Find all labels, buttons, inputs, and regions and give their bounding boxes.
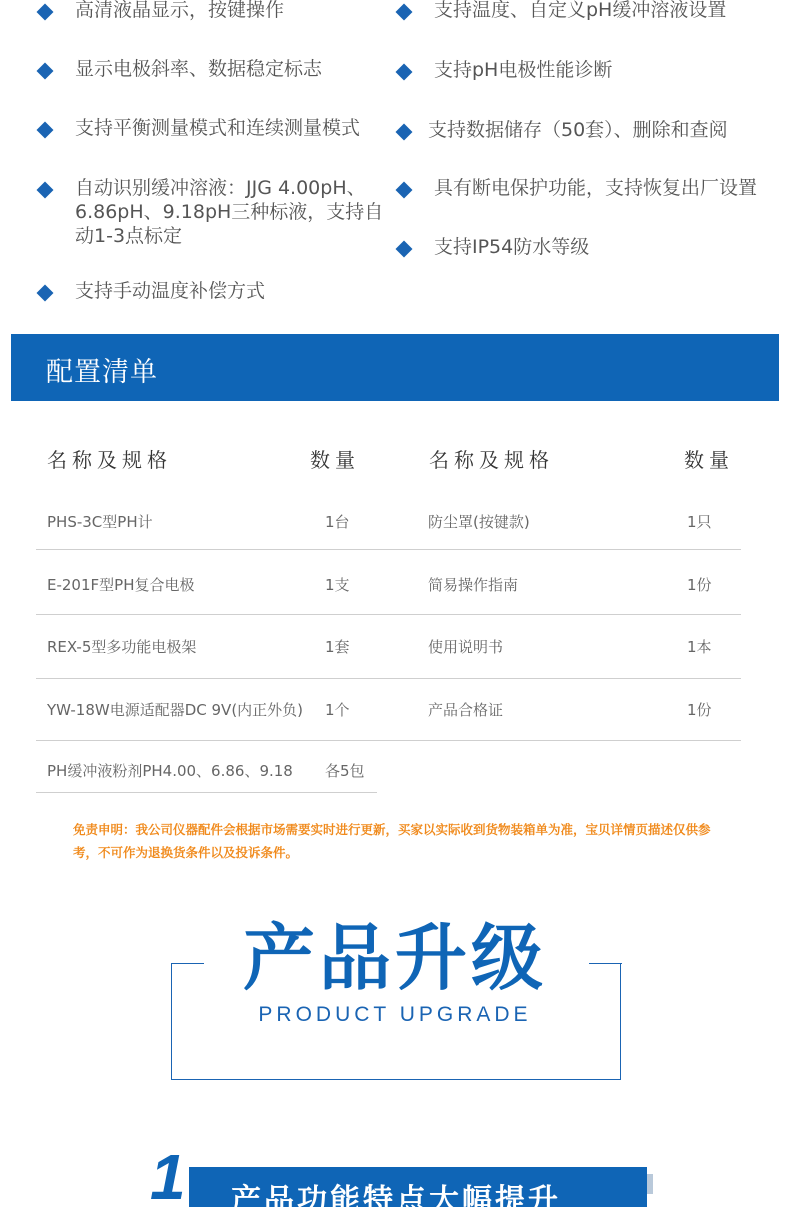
feature-text: 支持数据储存（50套）、删除和查阅: [428, 119, 728, 141]
upgrade-title: 产品升级: [242, 916, 547, 1000]
table-header-name: 名称及规格: [47, 448, 172, 472]
feature-banner: [189, 1167, 647, 1218]
feature-text: 支持手动温度补偿方式: [75, 280, 266, 302]
feature-text: 支持平衡测量模式和连续测量模式: [75, 117, 361, 139]
section-number: 1: [150, 1141, 186, 1213]
diamond-bullet-icon: [37, 182, 54, 199]
row-divider: [36, 740, 741, 741]
table-cell: YW-18W电源适配器DC 9V(内正外负): [47, 701, 304, 719]
feature-text: 自动识别缓冲溶液：JJG 4.00pH、6.86pH、9.18pH三种标液，支持自动1-3点标定: [75, 177, 384, 247]
table-cell: 1台: [325, 513, 350, 531]
feature-text: 支持pH电极性能诊断: [434, 59, 613, 81]
diamond-bullet-icon: [37, 285, 54, 302]
diamond-bullet-icon: [37, 63, 54, 80]
table-header-qty: 数量: [310, 448, 360, 472]
upgrade-subtitle: PRODUCT UPGRADE: [258, 1003, 532, 1026]
table-cell: 简易操作指南: [428, 576, 519, 594]
row-divider: [36, 549, 741, 550]
diamond-bullet-icon: [37, 4, 54, 21]
table-cell: 1套: [325, 638, 350, 656]
table-cell: PH缓冲液粉剂PH4.00、6.86、9.18: [47, 762, 293, 780]
frame-top-right-line: [589, 963, 622, 964]
table-header-qty: 数量: [684, 448, 734, 472]
table-cell: 1份: [687, 701, 712, 719]
feature-text: 具有断电保护功能，支持恢复出厂设置: [434, 177, 758, 199]
diamond-bullet-icon: [396, 64, 413, 81]
diamond-bullet-icon: [396, 241, 413, 258]
table-cell: 产品合格证: [428, 701, 504, 719]
table-cell: REX-5型多功能电极架: [47, 638, 197, 656]
table-cell: E-201F型PH复合电极: [47, 576, 195, 594]
table-cell: 防尘罩(按键款): [428, 513, 530, 531]
row-divider: [36, 678, 741, 679]
table-cell: 1只: [687, 513, 712, 531]
disclaimer-text: 免责申明：我公司仪器配件会根据市场需要实时进行更新，买家以实际收到货物装箱单为准，宝贝详情页描述仅供参考，不可作为退换货条件以及投诉条件。: [73, 822, 711, 860]
row-divider: [36, 792, 377, 793]
table-cell: 1份: [687, 576, 712, 594]
diamond-bullet-icon: [396, 124, 413, 141]
table-cell: 使用说明书: [428, 638, 504, 656]
table-cell: 1个: [325, 701, 350, 719]
banner-shadow: [647, 1174, 653, 1194]
feature-text: 显示电极斜率、数据稳定标志: [75, 58, 323, 80]
row-divider: [36, 614, 741, 615]
feature-text: 支持IP54防水等级: [434, 236, 590, 258]
table-cell: PHS-3C型PH计: [47, 513, 153, 531]
section-title: 配置清单: [46, 357, 158, 388]
feature-text: 高清液晶显示，按键操作: [75, 0, 285, 21]
section-header: [11, 334, 779, 401]
diamond-bullet-icon: [396, 182, 413, 199]
table-cell: 各5包: [325, 762, 365, 780]
table-cell: 1本: [687, 638, 712, 656]
table-cell: 1支: [325, 576, 350, 594]
feature-banner-title: 产品功能特点大幅提升: [231, 1183, 561, 1218]
diamond-bullet-icon: [37, 122, 54, 139]
feature-text: 支持温度、自定义pH缓冲溶液设置: [434, 0, 727, 21]
table-header-name: 名称及规格: [429, 448, 554, 472]
diamond-bullet-icon: [396, 4, 413, 21]
